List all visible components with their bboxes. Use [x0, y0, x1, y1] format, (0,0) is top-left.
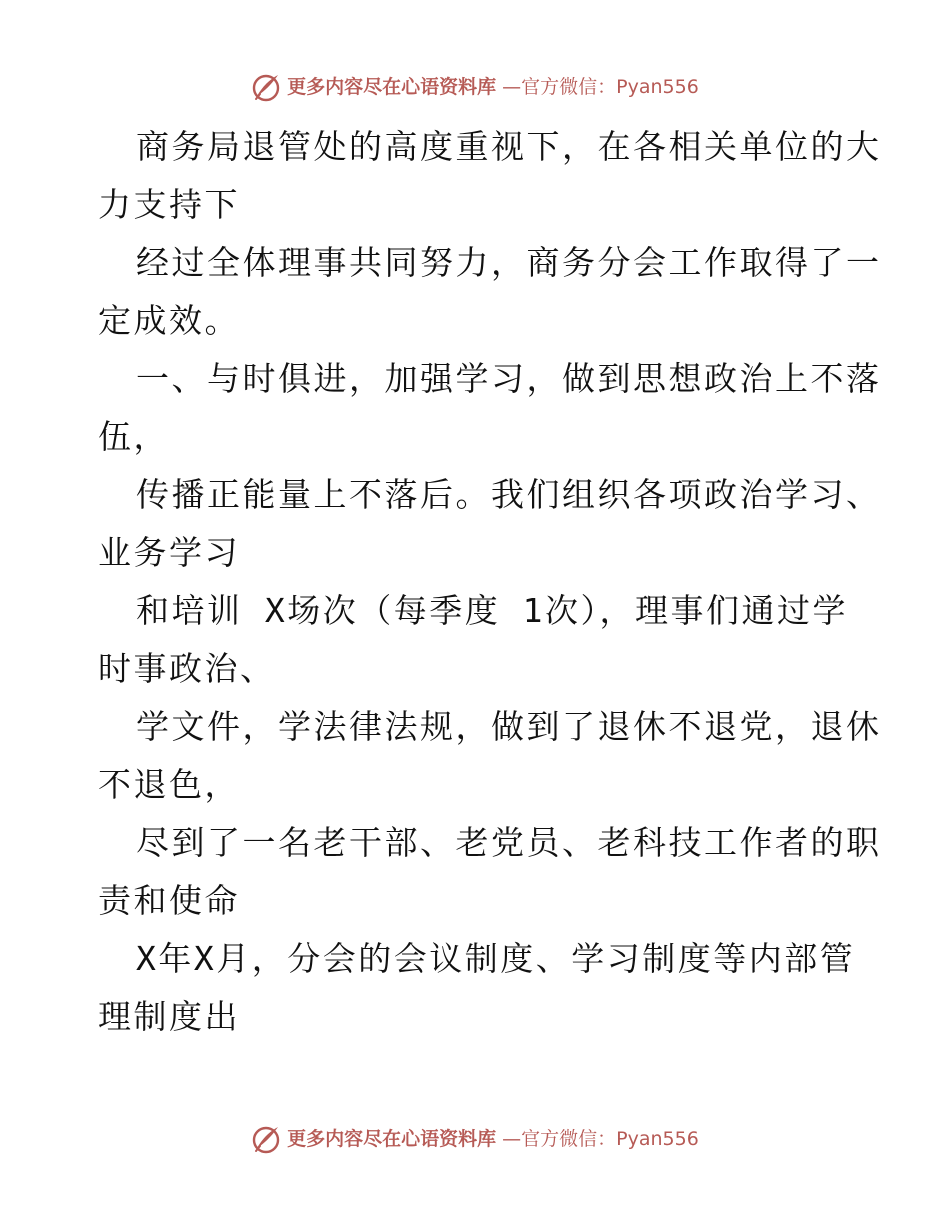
feather-pen-logo-icon: [251, 1124, 281, 1154]
feather-pen-logo-icon: [251, 72, 281, 102]
text-line: 时事政治、: [98, 649, 276, 688]
text-line: 一、与时俱进，加强学习，做到思想政治上不落: [136, 359, 882, 398]
watermark-brand-text: 更多内容尽在心语资料库: [287, 1127, 497, 1150]
watermark-brand-text: 更多内容尽在心语资料库: [287, 75, 497, 98]
text-line: 理制度出: [98, 997, 240, 1036]
text-line: 力支持下: [98, 185, 240, 224]
text-line: 业务学习: [98, 533, 240, 572]
text-line: 伍，: [98, 417, 169, 456]
body-text: [98, 118, 882, 1046]
text-line: 经过全体理事共同努力，商务分会工作取得了一: [136, 243, 882, 282]
text-line: 传播正能量上不落后。我们组织各项政治学习、: [136, 475, 882, 514]
watermark-contact-text: —官方微信：Pyan556: [502, 1127, 699, 1150]
footer-watermark: [0, 1124, 950, 1154]
text-line: 责和使命: [98, 881, 240, 920]
watermark-contact-text: —官方微信：Pyan556: [502, 75, 699, 98]
text-line: 学文件，学法律法规，做到了退休不退党，退休: [136, 707, 882, 746]
text-line: X年X月，分会的会议制度、学习制度等内部管: [136, 939, 856, 978]
text-line: 定成效。: [98, 301, 240, 340]
text-line: 不退色，: [98, 765, 240, 804]
header-watermark: [0, 72, 950, 102]
text-line: 尽到了一名老干部、老党员、老科技工作者的职: [136, 823, 882, 862]
text-line: 和培训 X场次（每季度 1次），理事们通过学: [136, 591, 848, 630]
text-line: 商务局退管处的高度重视下，在各相关单位的大: [136, 127, 882, 166]
